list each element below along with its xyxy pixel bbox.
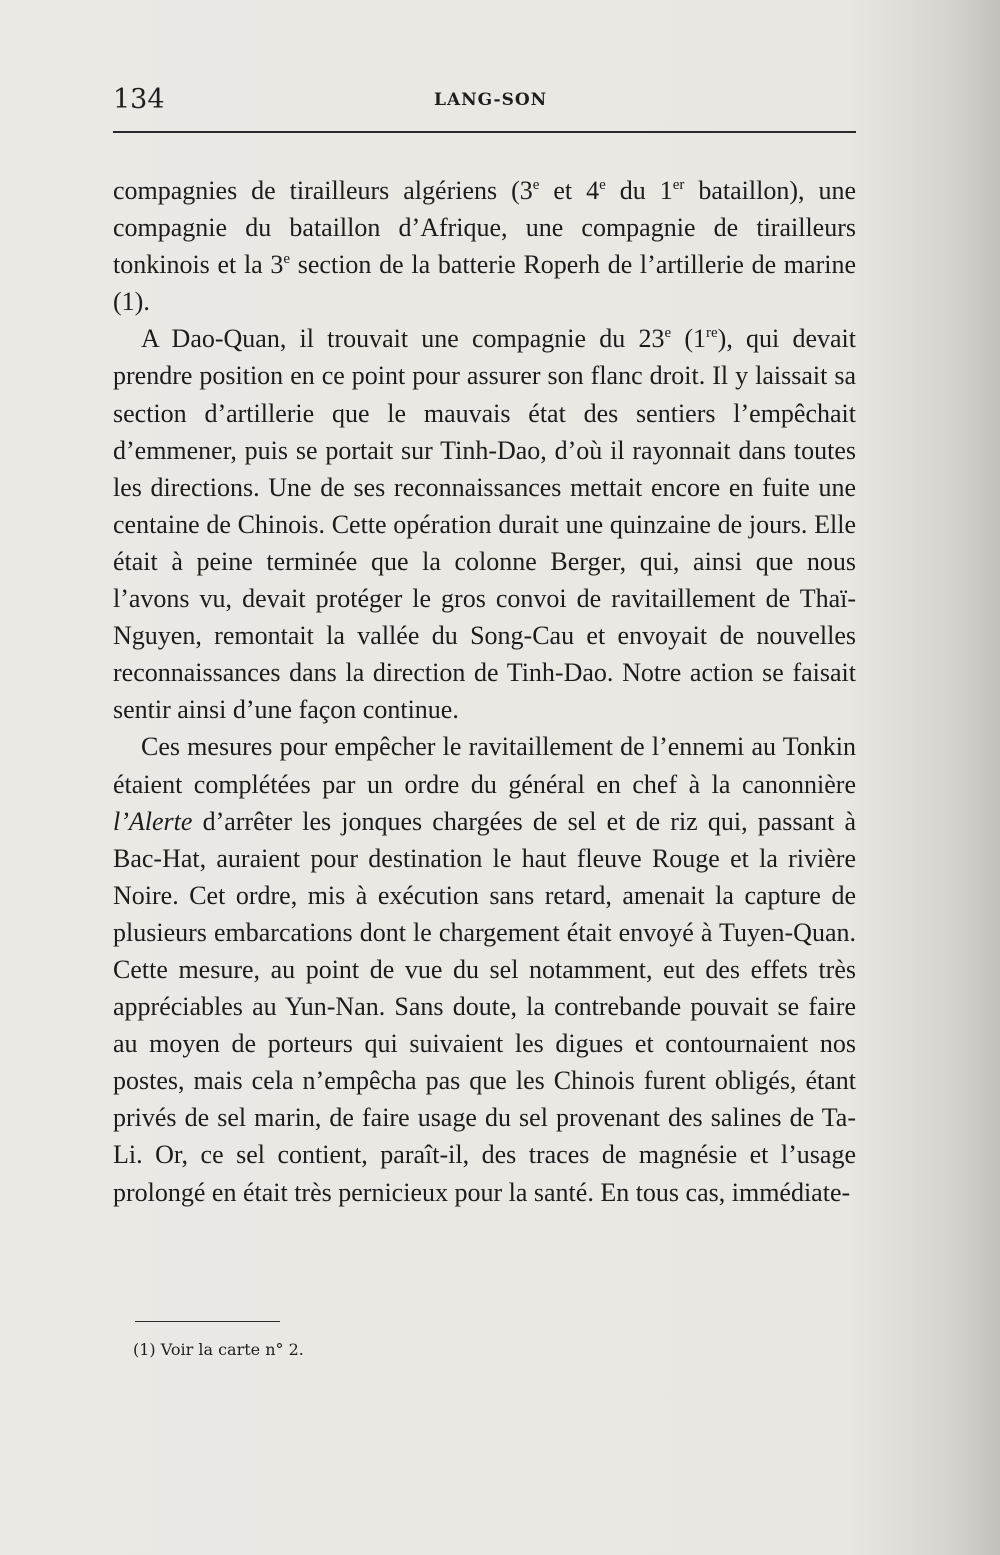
page-header (113, 84, 856, 120)
paragraph-1 (113, 172, 856, 320)
text-segment: section de la batterie Roperh de l’artillerie de marine (1). (113, 250, 856, 317)
running-head: LANG-SON (434, 90, 548, 110)
text-segment: compagnies de tirailleurs algériens (3 (113, 176, 533, 205)
text-segment: du 1 (605, 176, 673, 205)
superscript: re (706, 325, 718, 342)
footnote: (1) Voir la carte n° 2. (133, 1340, 304, 1359)
body-text (113, 172, 856, 1211)
superscript: e (599, 177, 606, 193)
text-segment: d’arrêter les jonques chargées de sel et de riz qui, passant à Bac-Hat, auraient pour destination le haut fleuve Rouge et la rivière Noire. Cet ordre, mis à exécution sans retard, amenait la capture de plusieurs embarcations dont le chargement était envoyé à Tuyen-Quan. Cette mesure, au point de vue du sel notamment, eut des effets très appréciables au Yun-Nan. Sans doute, la contrebande pouvait se faire au moyen de porteurs qui suivaient les digues et contournaient nos postes, mais cela n’empêcha pas que les Chinois furent obligés, étant privés de sel marin, de faire usage du sel provenant des salines de Ta-Li. Or, ce sel contient, paraît-il, des traces de magnésie et l’usage prolongé en était très pernicieux pour la santé. En tous cas, immédiate- (113, 806, 856, 1207)
text-segment: ), qui devait prendre position en ce point pour assurer son flanc droit. Il y laissait sa section d’artillerie que le mauvais état des sentiers l’empêchait d’emmener, puis se portait sur Tinh-Dao, d’où il rayonnait dans toutes les directions. Une de ses reconnaissances mettait encore en fuite une centaine de Chinois. Cette opération durait une quinzaine de jours. Elle était à peine terminée que la colonne Berger, qui, ainsi que nous l’avons vu, devait protéger le gros convoi de ravitaillement de Thaï-Nguyen, remontait la vallée du Song-Cau et envoyait de nouvelles reconnaissances dans la direction de Tinh-Dao. Notre action se faisait sentir ainsi d’une façon continue. (113, 324, 856, 725)
page-number: 134 (113, 84, 165, 115)
text-segment: bataillon), une compagnie du bataillon d’Afrique, une compagnie de tirailleurs tonkinois et la 3 (113, 176, 856, 280)
superscript: er (672, 177, 685, 193)
text-segment: (1 (671, 324, 707, 354)
paragraph-3 (113, 728, 856, 1210)
text-segment: et 4 (539, 176, 600, 205)
header-rule (113, 131, 856, 133)
text-segment: Ces mesures pour empêcher le ravitaillement de l’ennemi au Tonkin étaient complétées par un ordre du général en chef à la canonnière (113, 732, 856, 799)
text-segment: A Dao-Quan, il trouvait une compagnie du 23 (141, 324, 665, 354)
italic-text: l’Alerte (113, 806, 193, 836)
superscript: e (532, 177, 540, 193)
superscript: e (283, 251, 291, 268)
footnote-rule (135, 1321, 280, 1322)
superscript: e (664, 325, 672, 342)
paragraph-2 (113, 320, 856, 728)
